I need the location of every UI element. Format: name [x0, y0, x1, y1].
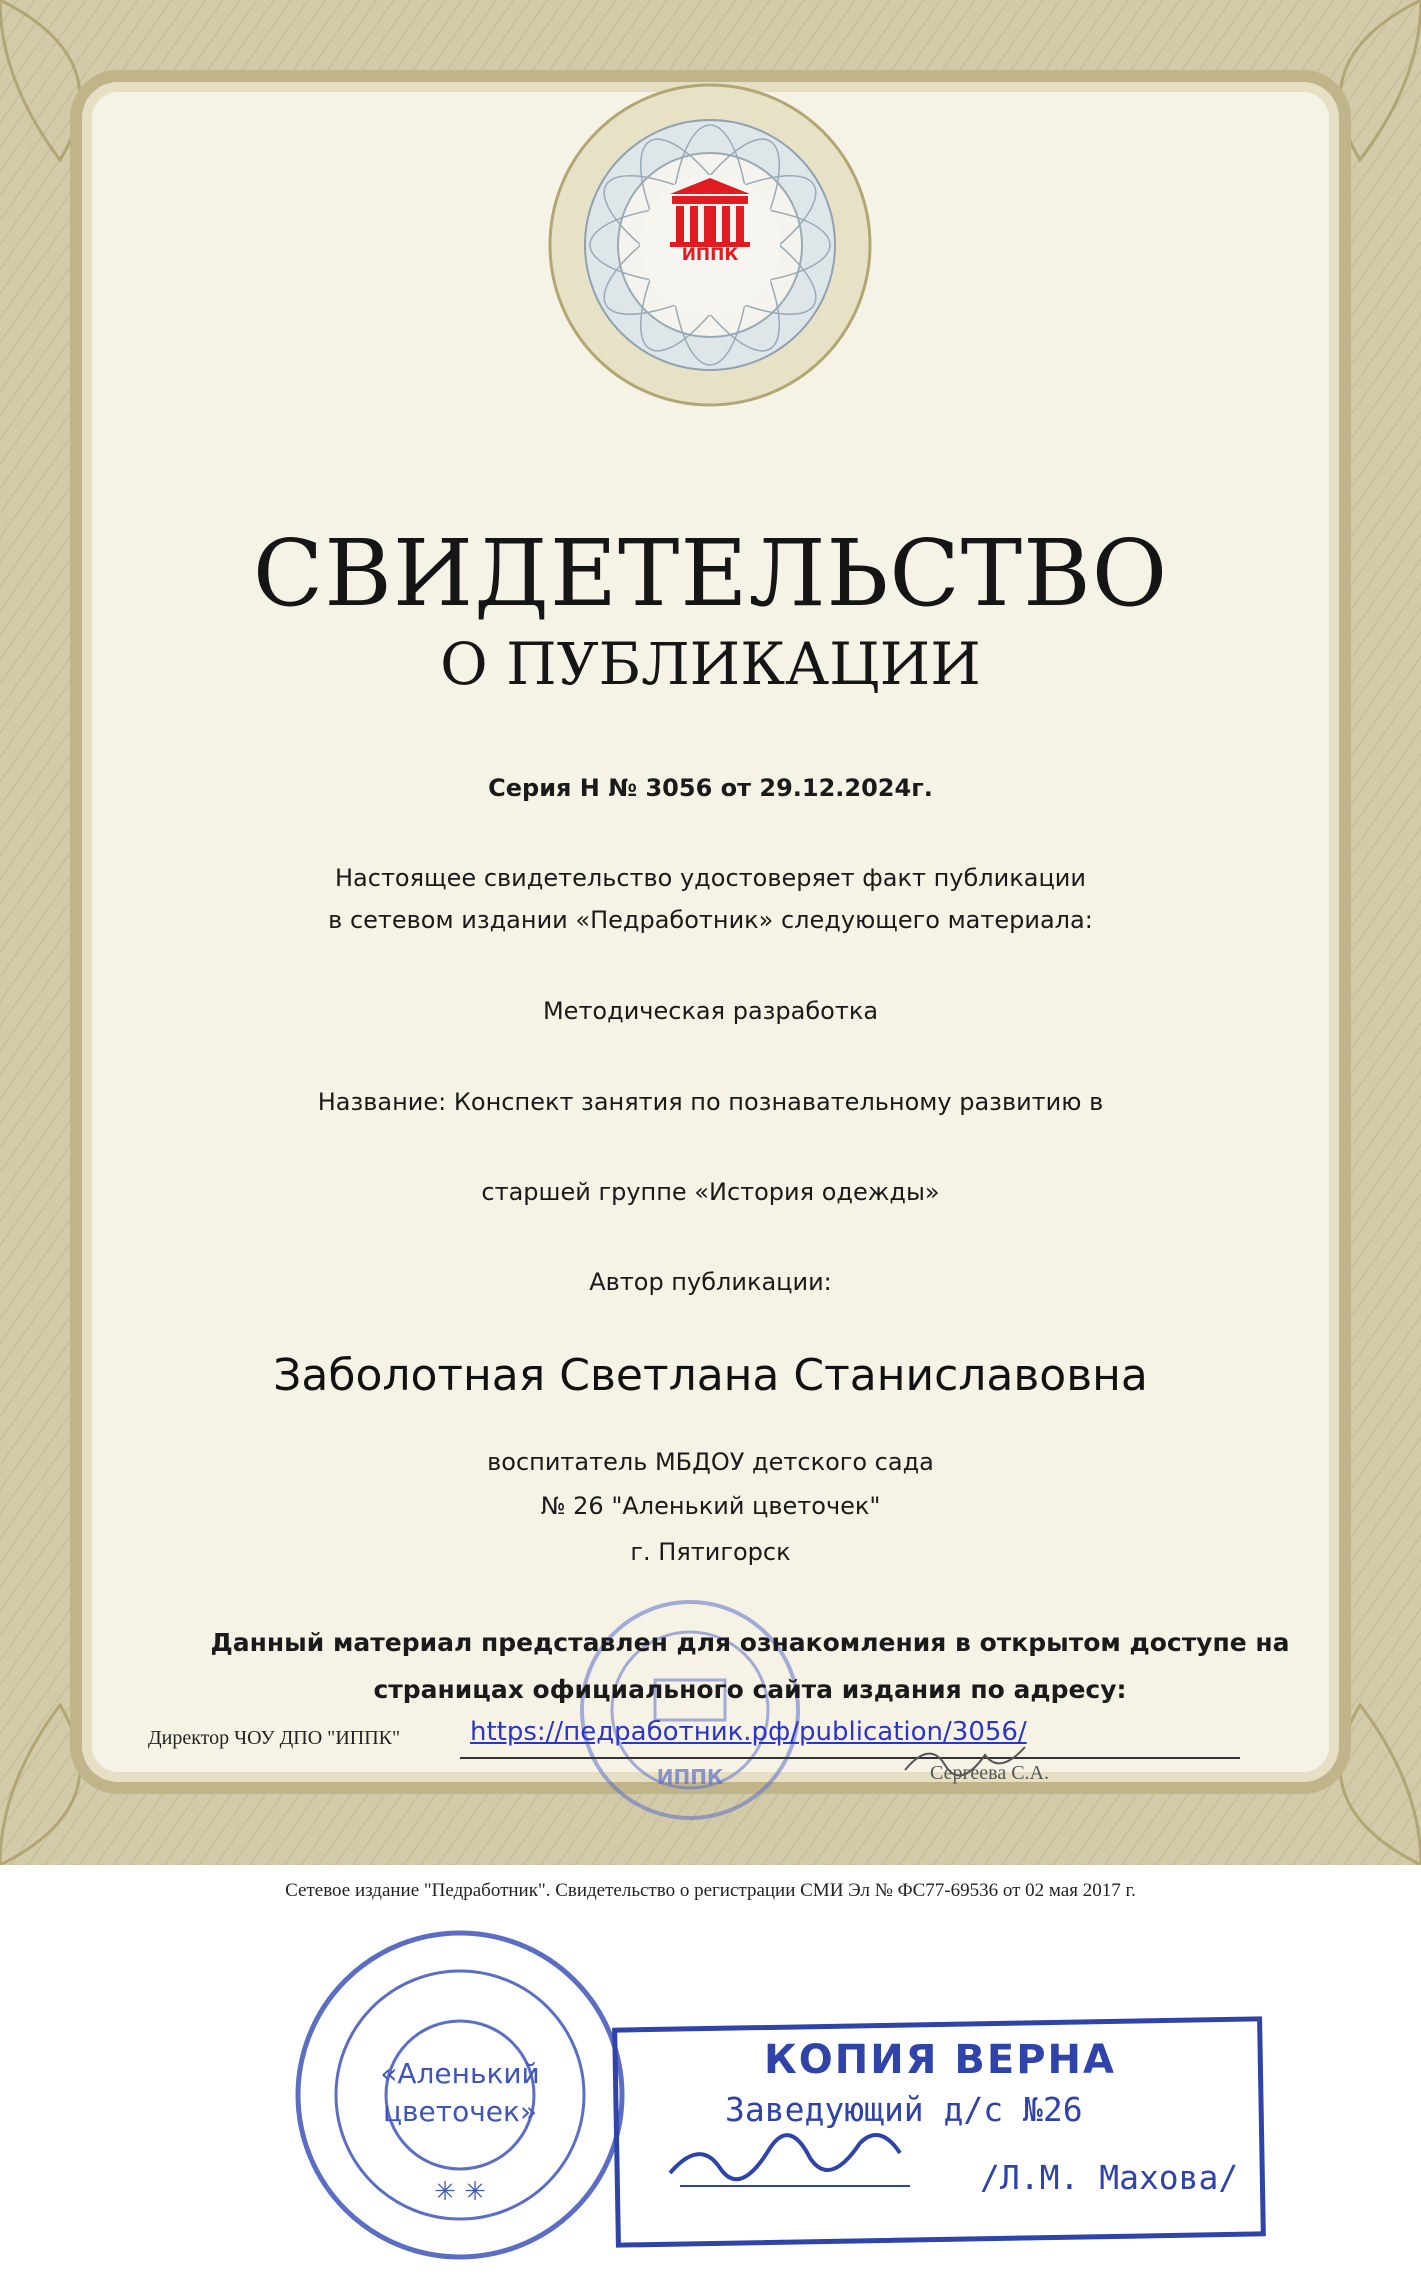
round-stamp-line-2: цветочек» [382, 2095, 538, 2128]
intro-line-1: Настоящее свидетельство удостоверяет факт публикации [335, 864, 1086, 892]
certificate-title: СВИДЕТЕЛЬСТВО [252, 520, 1169, 627]
director-label: Директор ЧОУ ДПО "ИППК" [148, 1727, 401, 1749]
material-name-line-2: старшей группе «История одежды» [481, 1178, 940, 1206]
registration-footer: Сетевое издание "Педработник". Свидетельство о регистрации СМИ Эл № ФС77-69536 от 02 мая 2017 г. [285, 1880, 1136, 1901]
series-line: Серия Н № 3056 от 29.12.2024г. [488, 774, 933, 802]
svg-text:✳ ✳: ✳ ✳ [434, 2177, 486, 2207]
copy-stamp-name: /Л.М. Махова/ [980, 2158, 1239, 2197]
ippk-logo-text: ИППК [681, 245, 739, 265]
ippk-stamp-text: ИППК [656, 1765, 724, 1789]
round-stamp-text [360, 2055, 560, 2131]
material-type: Методическая разработка [542, 997, 879, 1025]
copy-stamp-position: Заведующий д/с №26 [725, 2090, 1083, 2129]
copy-stamp-title: КОПИЯ ВЕРНА [764, 2037, 1116, 2083]
author-name: Заболотная Светлана Станиславовна [273, 1350, 1148, 1401]
author-label: Автор публикации: [589, 1268, 832, 1296]
access-line-2: страницах официального сайта издания по адресу: [373, 1675, 1127, 1704]
round-stamp-line-1: «Аленький [380, 2057, 540, 2090]
city: г. Пятигорск [630, 1538, 791, 1566]
publication-link[interactable]: https://педработник.рф/publication/3056/ [470, 1717, 1027, 1747]
certificate-subtitle: О ПУБЛИКАЦИИ [440, 630, 981, 698]
access-line-1: Данный материал представлен для ознакомления в открытом доступе на [210, 1628, 1290, 1657]
intro-line-2: в сетевом издании «Педработник» следующего материала: [328, 906, 1093, 934]
head-signature [660, 2118, 910, 2198]
material-name-line-1: Название: Конспект занятия по познавательному развитию в [317, 1088, 1104, 1116]
position-line-1: воспитатель МБДОУ детского сада [487, 1448, 934, 1476]
director-name: Сергеева С.А. [930, 1762, 1049, 1784]
position-line-2: № 26 "Аленький цветочек" [540, 1492, 881, 1520]
signature-line [460, 1757, 1240, 1759]
